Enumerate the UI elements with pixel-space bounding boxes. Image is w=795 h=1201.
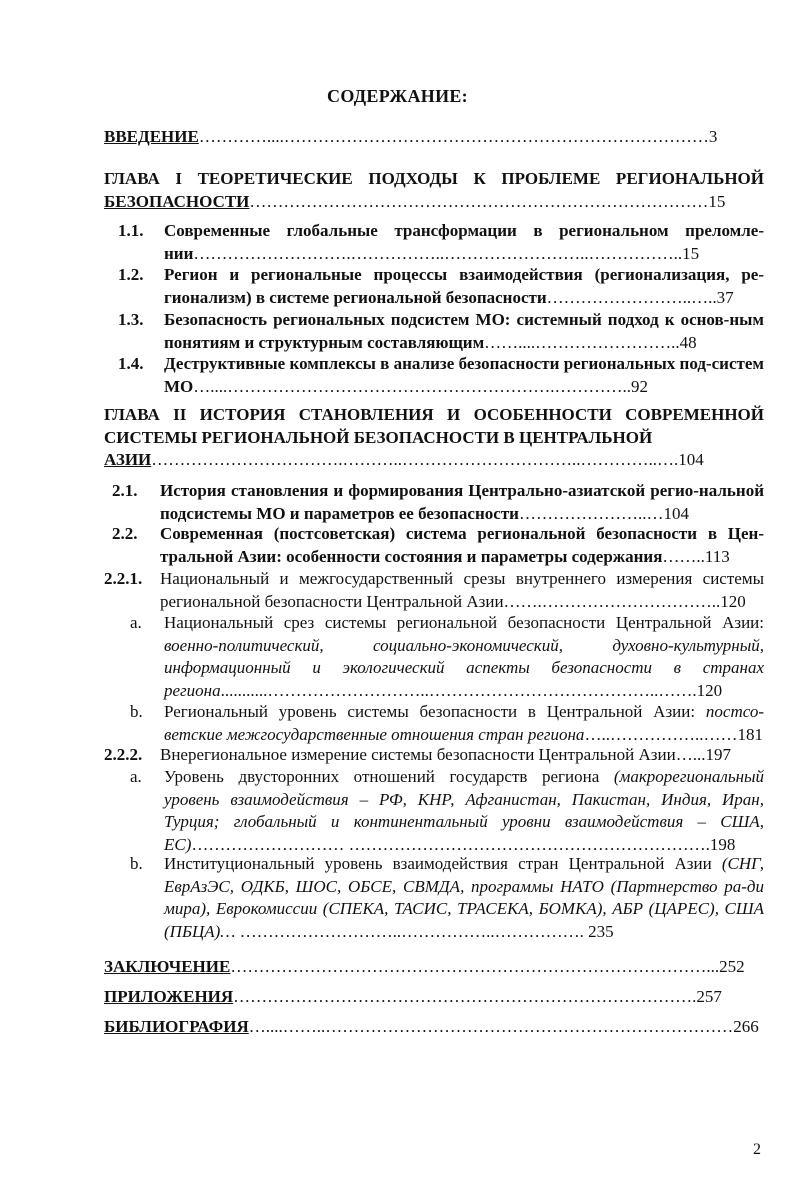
toc-entry-2-2-1 [160,568,764,613]
item-letter: b. [130,854,143,873]
dot-leader: ……....…………………….. [484,332,680,352]
page-ref: 48 [679,332,697,352]
section-number: 2.2.2. [104,745,143,764]
dot-leader: …….………………………….. [503,591,721,611]
section-number: 2.1. [112,481,138,500]
section-number: 1.2. [118,265,144,284]
toc-heading: ПРИЛОЖЕНИЯ [104,987,234,1006]
section-title: Современные глобальные трансформации в региональном преломле-нии [164,221,764,263]
item-letter: a. [130,613,142,632]
section-title: Деструктивные комплексы в анализе безопасности региональных под-систем МО [164,354,764,396]
section-number: 2.2.1. [104,569,143,588]
chapter-label: ГЛАВА II [104,405,187,424]
toc-heading: ЗАКЛЮЧЕНИЕ [104,957,231,976]
toc-title: СОДЕРЖАНИЕ: [327,86,468,106]
page-ref: 15 [682,243,700,263]
page-ref: 198 [709,834,736,854]
dot-leader: …..……………..…… [584,724,738,744]
toc-entry-2-2-1-b [164,701,764,746]
page-ref: 113 [704,546,730,566]
section-title: История становления и формирования Центрально-азиатской регио-нальной подсистемы МО и параметров ее безопасности [160,481,764,523]
page-number: 2 [753,1141,761,1158]
dot-leader: …....……..……………………………………………………………… [248,1017,734,1036]
item-title: Институциональный уровень взаимодействия стран Центральной Азии [164,854,712,873]
dot-leader: ……………………… ………………………………………………………. [191,834,710,854]
section-number: 2.2. [112,524,138,543]
toc-entry-1-3 [164,309,764,354]
page-ref: 92 [631,376,649,396]
section-title: Национальный и межгосударственный срезы внутреннего измерения системы региональной безопасности Центральной Азии [160,569,764,611]
chapter-title-cont: АЗИИ [104,450,152,469]
chapter-label: ГЛАВА I [104,169,182,188]
dot-leader: …………………………………………………………………………... [230,957,720,976]
toc-entry-conclusion [104,956,764,979]
item-title-italic: (СНГ, ЕврАзЭС, ОДКБ, ШОС, ОБСЕ, СВМДА, программы НАТО (Партнерство ра-ди мира), Еврокомиссии (СПЕКА, ТАСИС, ТРАСЕКА, БОМКА), АБР (ЦАРЕС), США (ПБЦА)… [164,854,764,941]
toc-entry-chapter-1 [104,168,764,213]
page-ref: 252 [719,957,745,976]
dot-leader: …………………..… [518,503,664,523]
dot-leader: ……………………………………………………………………… [249,191,709,211]
toc-entry-2-2-2 [160,744,764,767]
section-number: 1.3. [118,310,144,329]
dot-leader: …………....………………………………………………………………… [198,127,709,146]
page-ref: 15 [708,191,726,211]
dot-leader: ………………………..……………..……………. [235,921,584,941]
dot-leader: …………………………….………..…………………………..…………..…. [151,450,679,469]
dot-leader: ………………………………………………………………………. [233,987,697,1006]
chapter-title-cont: БЕЗОПАСНОСТИ [104,191,250,211]
section-title: Внерегиональное измерение системы безопасности Центральной Азии [160,745,676,764]
page-ref: 266 [733,1017,759,1036]
toc-entry-1-2 [164,264,764,309]
toc-entry-2-2-1-a [164,612,764,702]
page-ref: 3 [708,127,718,146]
item-title: Региональный уровень системы безопасности в Центральной Азии: [164,702,696,721]
toc-entry-2-2-2-b [164,853,764,943]
toc-entry-appendices [104,986,764,1009]
page-ref: 104 [678,450,704,469]
item-letter: b. [130,702,143,721]
page-ref: 235 [583,921,614,941]
section-title: Безопасность региональных подсистем МО: системный подход к основ-ным понятиям и структурным составляющим [164,310,764,352]
page-ref: 257 [696,987,722,1006]
item-title-italic: постсо-ветские межгосударственные отношения стран региона [164,702,765,744]
toc-heading: ВВЕДЕНИЕ [104,127,199,146]
section-title: Регион и региональные процессы взаимодействия (регионализация, ре-гионализм) в системе региональной безопасности [164,265,764,307]
page-ref: 181 [737,724,763,744]
dot-leader: …... [675,745,706,764]
toc-entry-2-2 [160,523,764,568]
section-number: 1.1. [118,221,144,240]
page-ref: 104 [663,503,689,523]
toc-entry-2-1 [160,480,764,525]
toc-entry-2-2-2-a [164,766,764,856]
dot-leader: …….. [662,546,705,566]
dot-leader: ...........………………………..…………………………………..……. [220,680,697,700]
item-title-italic: военно-политический, социально-экономический, духовно-культурный, информационный и экологический аспекты безопасности в странах региона [164,635,764,700]
item-title: Национальный срез системы региональной безопасности Центральной Азии: [164,613,764,632]
dot-leader: ……………………..….. [546,287,717,307]
item-letter: a. [130,767,142,786]
dot-leader: …....………………………………………………….………….. [193,376,632,396]
section-title: Современная (постсоветская) система региональной безопасности в Цен-тральной Азии: особенности состояния и параметры содержания [160,524,764,566]
toc-entry-1-4 [164,353,764,398]
section-number: 1.4. [118,354,144,373]
item-title: Уровень двусторонних отношений государств региона [164,767,600,786]
chapter-title: ИСТОРИЯ СТАНОВЛЕНИЯ И ОСОБЕННОСТИ СОВРЕМЕННОЙ СИСТЕМЫ РЕГИОНАЛЬНОЙ БЕЗОПАСНОСТИ В ЦЕНТРАЛЬНОЙ [104,405,764,447]
toc-entry-bibliography [104,1016,764,1039]
toc-entry-chapter-2 [104,404,764,472]
item-title-italic: (макрорегиональный уровень взаимодействия – РФ, КНР, Афганистан, Пакистан, Индия, Иран, Турция; глобальный и континентальный уровни взаимодействия – США, ЕС) [164,767,765,854]
page-ref: 120 [696,680,723,700]
page-ref: 120 [720,591,746,611]
toc-entry-1-1 [164,220,764,265]
chapter-title: ТЕОРЕТИЧЕСКИЕ ПОДХОДЫ К ПРОБЛЕМЕ РЕГИОНАЛЬНОЙ [181,169,764,188]
dot-leader: ……………………….……………..……………………..…………….. [193,243,683,263]
page-ref: 197 [705,745,731,764]
toc-heading: БИБЛИОГРАФИЯ [104,1017,249,1036]
page-ref: 37 [716,287,734,307]
toc-entry-introduction [104,126,764,149]
